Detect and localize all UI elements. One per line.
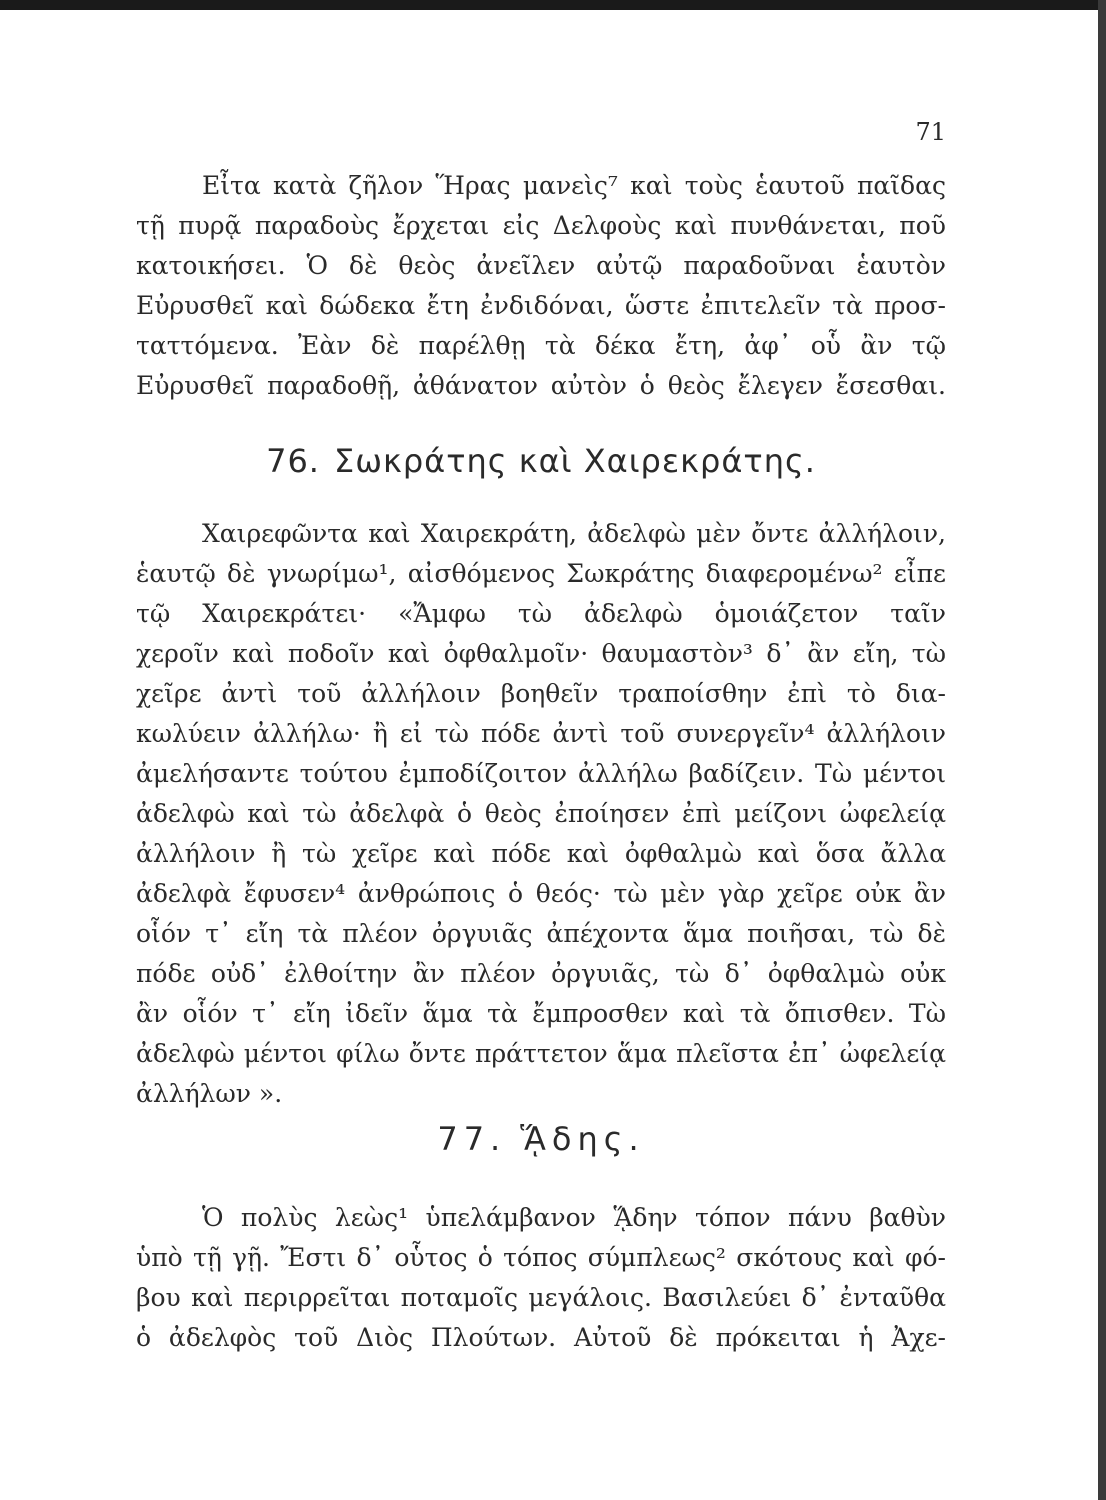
text-line: Εὐρυσθεῖ παραδοθῇ, ἀθάνατον αὐτὸν ὁ θεὸς ἔλεγεν ἔσεσθαι.: [136, 371, 946, 400]
text-line: Εἶτα κατὰ ζῆλον Ἥρας μανεὶς⁷ καὶ τοὺς ἑαυτοῦ παῖδας: [202, 171, 946, 200]
text-line: ἀμελήσαντε τούτου ἐμποδίζοιτον ἀλλήλω βαδίζειν. Τὼ μέντοι: [136, 759, 946, 788]
section-heading-76: [136, 442, 946, 480]
text-line: ὑπὸ τῇ γῇ. Ἔστι δ᾽ οὗτος ὁ τόπος σύμπλεως² σκότους καὶ φό-: [136, 1243, 946, 1272]
scan-right-border: [1098, 0, 1106, 1500]
section-heading-77: [136, 1120, 946, 1158]
text-line: τῇ πυρᾷ παραδοὺς ἔρχεται εἰς Δελφοὺς καὶ πυνθάνεται, ποῦ: [136, 211, 946, 240]
text-line: ἑαυτῷ δὲ γνωρίμω¹, αἰσθόμενος Σωκράτης διαφερομένω² εἶπε: [136, 559, 946, 588]
text-line: ταττόμενα. Ἐὰν δὲ παρέλθῃ τὰ δέκα ἔτη, ἀφ᾽ οὗ ἂν τῷ: [136, 331, 946, 360]
text-line: Ὁ πολὺς λεὼς¹ ὑπελάμβανον ᾍδην τόπον πάνυ βαθὺν: [202, 1203, 946, 1232]
section-title: ᾍδης.: [520, 1120, 645, 1158]
text-line: ἀλλήλων ».: [136, 1079, 283, 1108]
text-line: ὁ ἀδελφὸς τοῦ Διὸς Πλούτων. Αὐτοῦ δὲ πρόκειται ἡ Ἀχε-: [136, 1323, 946, 1352]
scan-top-border: [0, 0, 1106, 10]
section-title: Σωκράτης καὶ Χαιρεκράτης.: [333, 442, 816, 480]
text-line: ἂν οἷόν τ᾽ εἴη ἰδεῖν ἅμα τὰ ἔμπροσθεν καὶ τὰ ὄπισθεν. Τὼ: [136, 999, 946, 1028]
paragraph-3: [136, 1198, 946, 1358]
text-line: οἷόν τ᾽ εἴη τὰ πλέον ὀργυιᾶς ἀπέχοντα ἅμα ποιῆσαι, τὼ δὲ: [136, 919, 946, 948]
text-line: κωλύειν ἀλλήλω· ἢ εἰ τὼ πόδε ἀντὶ τοῦ συνεργεῖν⁴ ἀλλήλοιν: [136, 719, 946, 748]
section-number: 76.: [266, 442, 320, 480]
text-line: χεῖρε ἀντὶ τοῦ ἀλλήλοιν βοηθεῖν τραποίσθην ἐπὶ τὸ δια-: [136, 679, 946, 708]
text-line: χεροῖν καὶ ποδοῖν καὶ ὀφθαλμοῖν· θαυμαστὸν³ δ᾽ ἂν εἴη, τὼ: [136, 639, 946, 668]
text-line: ἀλλήλοιν ἢ τὼ χεῖρε καὶ πόδε καὶ ὀφθαλμὼ καὶ ὅσα ἄλλα: [136, 839, 946, 868]
text-line: τῷ Χαιρεκράτει· «Ἄμφω τὼ ἀδελφὼ ὁμοιάζετον ταῖν: [136, 599, 946, 628]
page-number: 71: [915, 118, 946, 146]
text-line: πόδε οὐδ᾽ ἐλθοίτην ἂν πλέον ὀργυιᾶς, τὼ δ᾽ ὀφθαλμὼ οὐκ: [136, 959, 946, 988]
text-line: ἀδελφὰ ἔφυσεν⁴ ἀνθρώποις ὁ θεός· τὼ μὲν γὰρ χεῖρε οὐκ ἂν: [136, 879, 946, 908]
section-number: 77.: [437, 1120, 507, 1158]
paragraph-1: [136, 166, 946, 406]
text-line: ἀδελφὼ μέντοι φίλω ὄντε πράττετον ἅμα πλεῖστα ἐπ᾽ ὠφελείᾳ: [136, 1039, 946, 1068]
text-line: Εὐρυσθεῖ καὶ δώδεκα ἔτη ἐνδιδόναι, ὥστε ἐπιτελεῖν τὰ προσ-: [136, 291, 946, 320]
text-line: κατοικήσει. Ὁ δὲ θεὸς ἀνεῖλεν αὐτῷ παραδοῦναι ἑαυτὸν: [136, 251, 946, 280]
text-line: Χαιρεφῶντα καὶ Χαιρεκράτη, ἀδελφὼ μὲν ὄντε ἀλλήλοιν,: [202, 519, 946, 548]
text-line: ἀδελφὼ καὶ τὼ ἀδελφὰ ὁ θεὸς ἐποίησεν ἐπὶ μείζονι ὠφελείᾳ: [136, 799, 946, 828]
paragraph-2: [136, 514, 946, 1114]
text-line: βου καὶ περιρρεῖται ποταμοῖς μεγάλοις. Βασιλεύει δ᾽ ἐνταῦθα: [136, 1283, 946, 1312]
